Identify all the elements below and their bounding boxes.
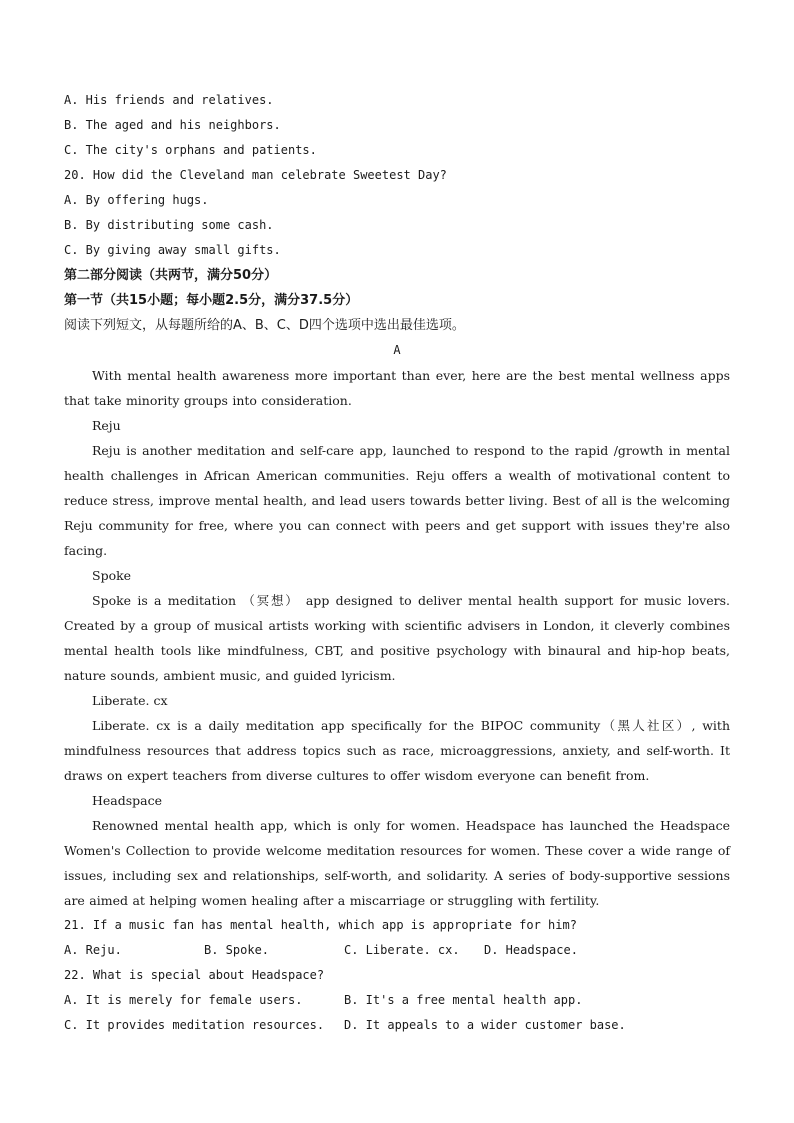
q20-option-a: A. By offering hugs.	[64, 193, 209, 207]
app-text-headspace: Renowned mental health app, which is only for women. Headspace has launched the Headspace Women's Collection to provide welcome meditation resources for women. These cover a wide range of issues, including sex and relationships, self-worth, and solidarity. A series of body-supportive sessions are aimed at helping women healing after a miscarriage or struggling with fertility.	[64, 818, 730, 908]
q22-option-d: D. It appeals to a wider customer base.	[344, 1018, 626, 1032]
q22-option-b: B. It's a free mental health app.	[344, 993, 583, 1007]
q21-option-a: A. Reju.	[64, 943, 122, 957]
q19-option-a: A. His friends and relatives.	[64, 93, 274, 107]
q22-option-c: C. It provides meditation resources.	[64, 1018, 325, 1032]
part-title: 第二部分阅读（共两节，满分50分）	[64, 268, 278, 283]
q19-option-b: B. The aged and his neighbors.	[64, 118, 281, 132]
q22-options-row1	[64, 988, 730, 1013]
app-text-liberate: Liberate. cx is a daily meditation app specifically for the BIPOC community（黑人社区）, with mindfulness resources that address topics such as race, microaggressions, anxiety, and self-worth. It draws on expert teachers from diverse cultures to offer wisdom everyone can benefit from.	[64, 718, 730, 783]
q22-options-row2	[64, 1013, 730, 1038]
app-name-spoke: Spoke	[92, 568, 132, 583]
app-text-spoke: Spoke is a meditation （冥想） app designed to deliver mental health support for music lovers. Created by a group of musical artists working with scientific advisers in London, it cleverly combines mental health tools like mindfulness, CBT, and positive psychology with binaural and hip-hop beats, nature sounds, ambient music, and guided lyricism.	[64, 593, 730, 683]
instruction: 阅读下列短文，从每题所给的A、B、C、D四个选项中选出最佳选项。	[64, 318, 465, 333]
exam-page	[64, 88, 730, 1038]
app-name-reju: Reju	[92, 418, 121, 433]
app-name-headspace: Headspace	[92, 793, 163, 808]
section-title: 第一节（共15小题；每小题2.5分，满分37.5分）	[64, 293, 359, 308]
q21-options	[64, 938, 730, 963]
q20-stem: 20. How did the Cleveland man celebrate Sweetest Day?	[64, 168, 447, 182]
passage-label: A	[393, 343, 401, 357]
passage-intro: With mental health awareness more important than ever, here are the best mental wellness apps that take minority groups into consideration.	[64, 368, 730, 408]
q19-option-c: C. The city's orphans and patients.	[64, 143, 317, 157]
q21-stem: 21. If a music fan has mental health, which app is appropriate for him?	[64, 918, 577, 932]
q22-option-a: A. It is merely for female users.	[64, 993, 303, 1007]
q21-option-d: D. Headspace.	[484, 943, 578, 957]
q20-option-c: C. By giving away small gifts.	[64, 243, 281, 257]
q21-option-b: B. Spoke.	[204, 943, 270, 957]
q21-option-c: C. Liberate. cx.	[344, 943, 460, 957]
q20-option-b: B. By distributing some cash.	[64, 218, 274, 232]
app-name-liberate: Liberate. cx	[92, 693, 168, 708]
app-text-reju: Reju is another meditation and self-care app, launched to respond to the rapid /growth in mental health challenges in African American communities. Reju offers a wealth of motivational content to reduce stress, improve mental health, and lead users towards better living. Best of all is the welcoming Reju community for free, where you can connect with peers and get support with issues they're also facing.	[64, 443, 730, 558]
q22-stem: 22. What is special about Headspace?	[64, 968, 325, 982]
